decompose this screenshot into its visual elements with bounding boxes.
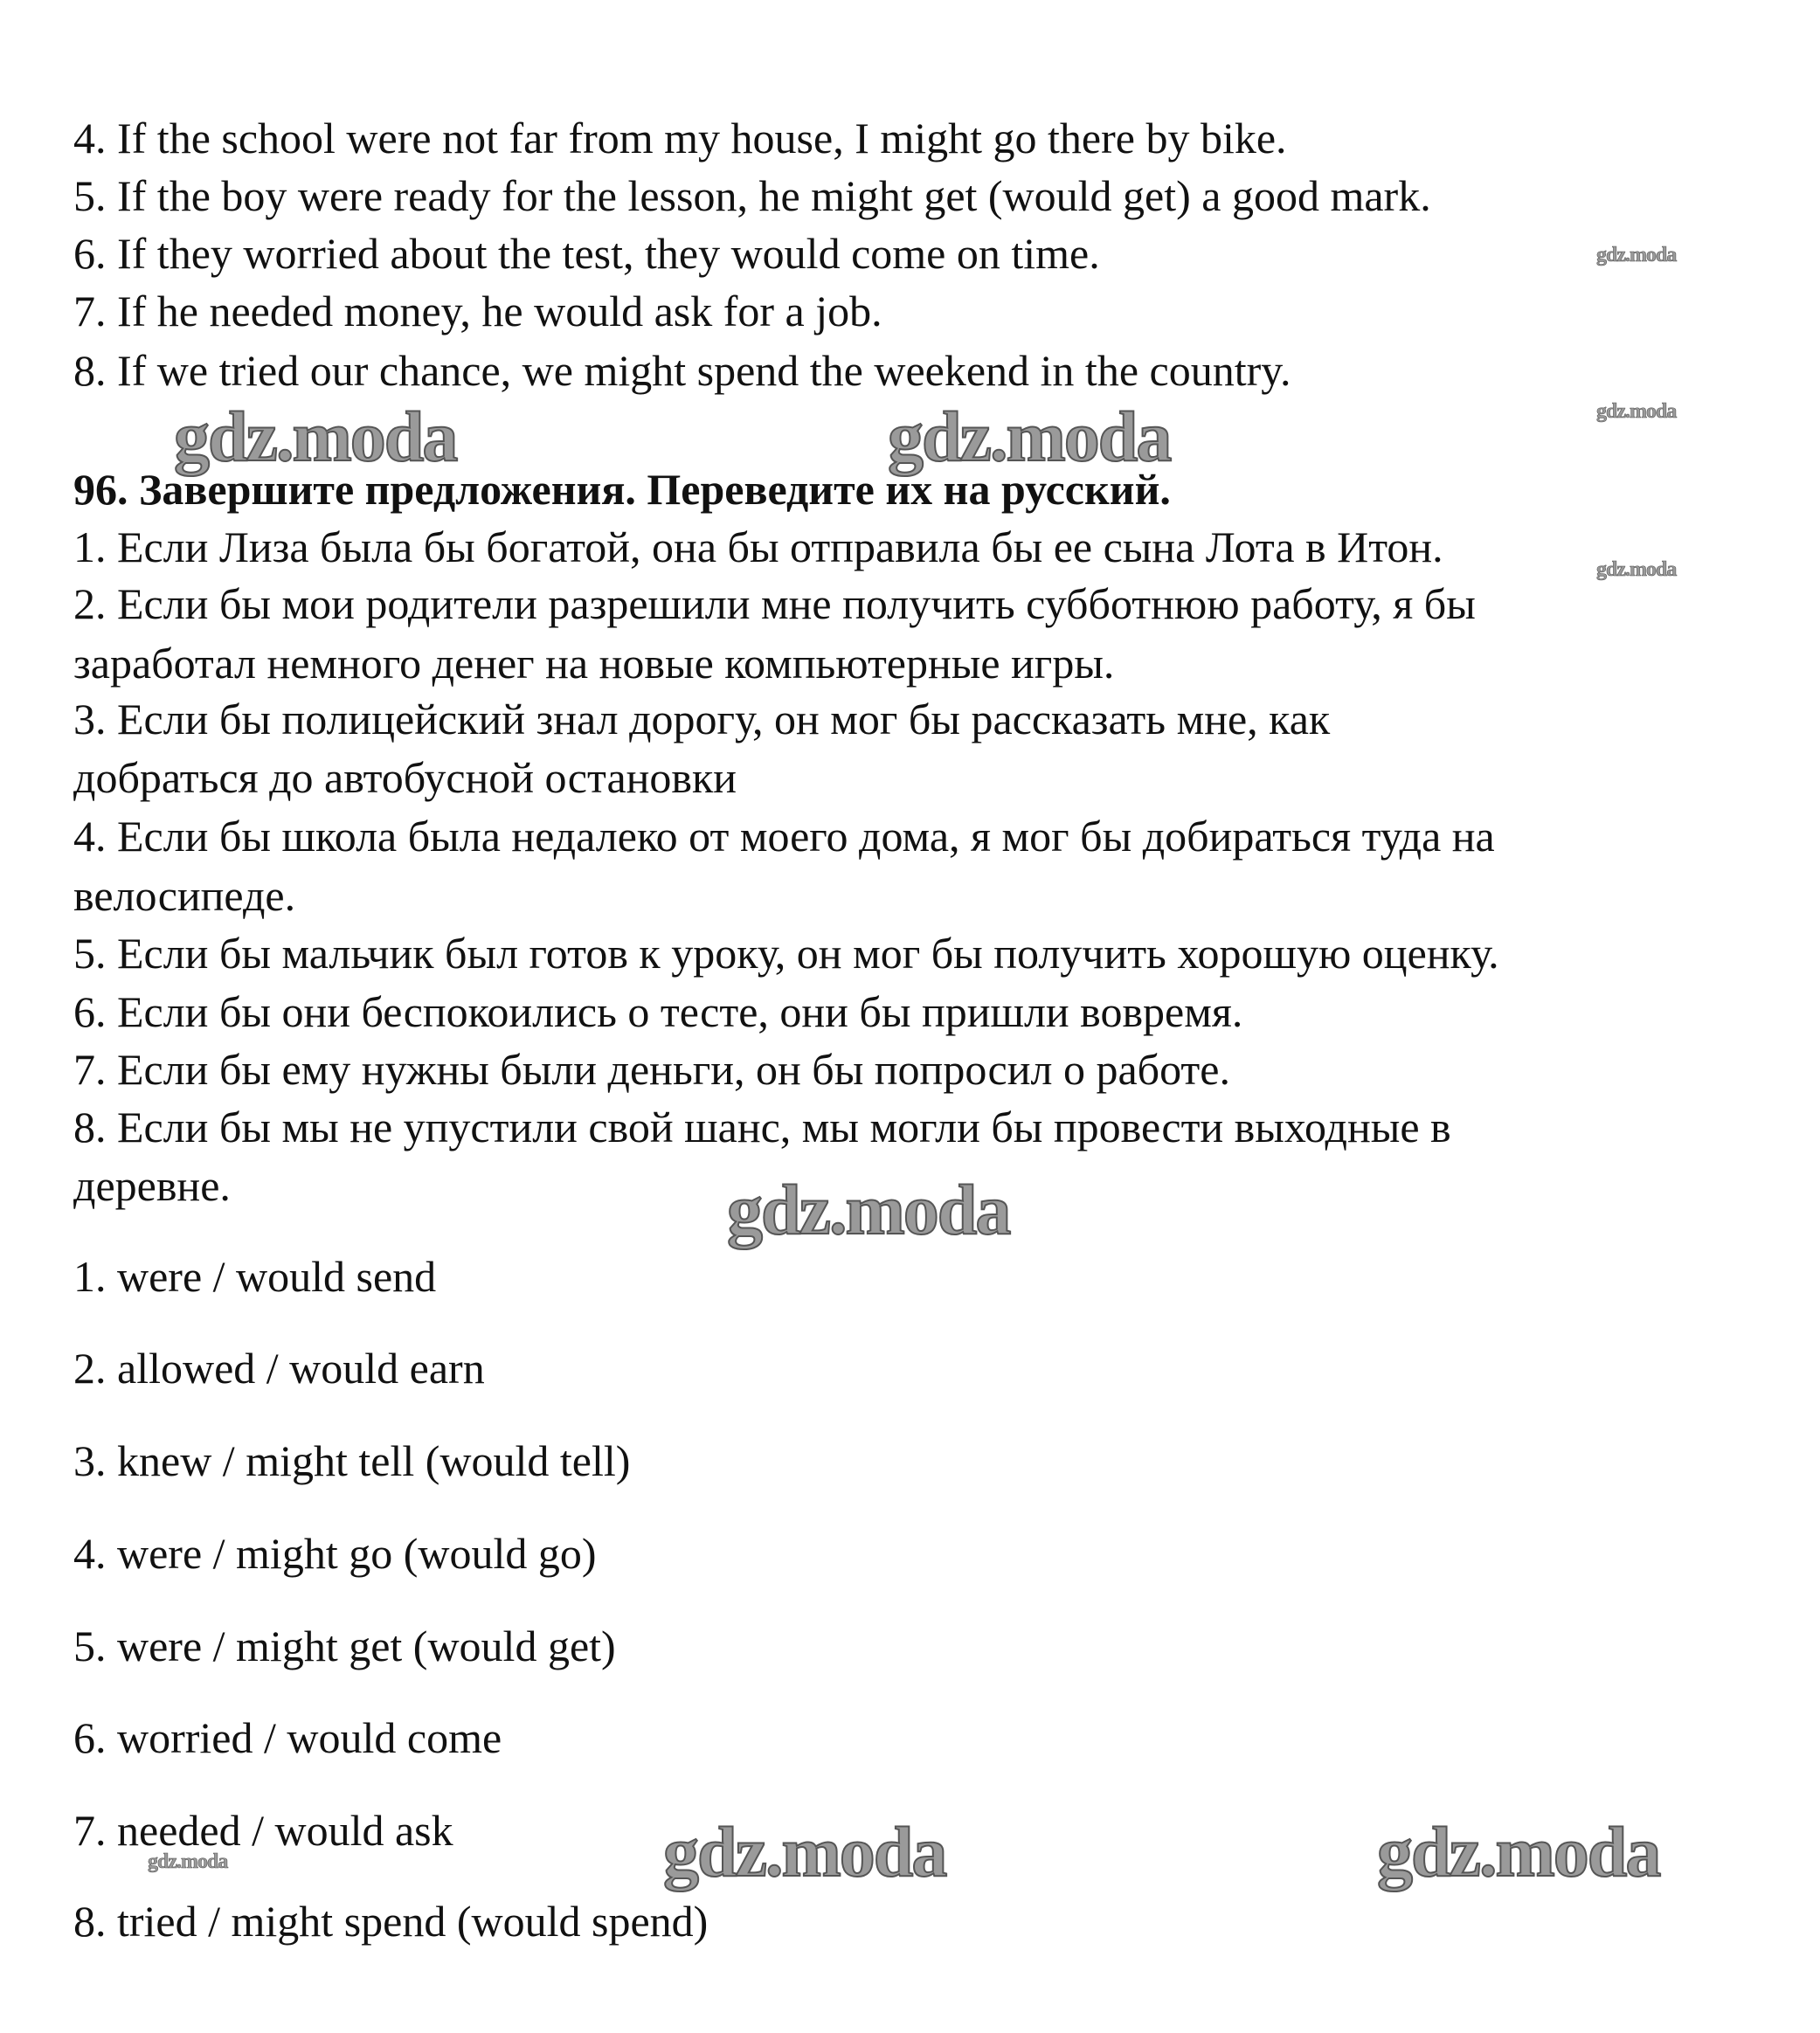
russian-translation-line: 2. Если бы мои родители разрешили мне получить субботнюю работу, я бы: [73, 579, 1476, 628]
answer-item: 6. worried / would come: [73, 1713, 502, 1762]
russian-translation-line: 3. Если бы полицейский знал дорогу, он мог бы рассказать мне, как: [73, 695, 1331, 743]
watermark-logo: gdz.moda: [1596, 558, 1677, 581]
russian-translation-line: велосипеде.: [73, 871, 296, 920]
english-sentence: 8. If we tried our chance, we might spend the weekend in the country.: [73, 346, 1291, 395]
russian-translation-line: 7. Если бы ему нужны были деньги, он бы попросил о работе.: [73, 1045, 1230, 1094]
russian-translation-line: заработал немного денег на новые компьютерные игры.: [73, 639, 1115, 688]
watermark-logo: gdz.moda: [174, 397, 457, 476]
answer-item: 7. needed / would ask: [73, 1806, 453, 1855]
english-sentence: 4. If the school were not far from my house, I might go there by bike.: [73, 114, 1287, 163]
watermark-logo: gdz.moda: [727, 1170, 1010, 1249]
russian-translation-line: 8. Если бы мы не упустили свой шанс, мы могли бы провести выходные в: [73, 1103, 1451, 1151]
watermark-logo: gdz.moda: [1596, 244, 1677, 266]
english-sentence: 5. If the boy were ready for the lesson, he might get (would get) a good mark.: [73, 171, 1431, 220]
exercise-heading: 96. Завершите предложения. Переведите их на русский.: [73, 465, 1171, 514]
answer-item: 2. allowed / would earn: [73, 1344, 485, 1393]
watermark-logo: gdz.moda: [663, 1812, 946, 1891]
russian-translation-line: 6. Если бы они беспокоились о тесте, они бы пришли вовремя.: [73, 987, 1243, 1036]
watermark-logo: gdz.moda: [888, 397, 1171, 476]
watermark-logo: gdz.moda: [1596, 400, 1677, 423]
russian-translation-line: деревне.: [73, 1161, 231, 1210]
answer-item: 1. were / would send: [73, 1252, 437, 1301]
russian-translation-line: добраться до автобусной остановки: [73, 753, 737, 802]
russian-translation-line: 4. Если бы школа была недалеко от моего дома, я мог бы добираться туда на: [73, 812, 1495, 861]
russian-translation-line: 5. Если бы мальчик был готов к уроку, он мог бы получить хорошую оценку.: [73, 929, 1499, 978]
russian-translation-line: 1. Если Лиза была бы богатой, она бы отправила бы ее сына Лота в Итон.: [73, 522, 1443, 571]
watermark-logo: gdz.moda: [1377, 1812, 1660, 1891]
english-sentence: 6. If they worried about the test, they would come on time.: [73, 229, 1100, 278]
answer-item: 8. tried / might spend (would spend): [73, 1897, 709, 1946]
answer-item: 5. were / might get (would get): [73, 1622, 616, 1670]
english-sentence: 7. If he needed money, he would ask for a job.: [73, 287, 882, 335]
answer-item: 4. were / might go (would go): [73, 1529, 597, 1578]
watermark-logo: gdz.moda: [148, 1850, 228, 1873]
answer-item: 3. knew / might tell (would tell): [73, 1436, 631, 1485]
